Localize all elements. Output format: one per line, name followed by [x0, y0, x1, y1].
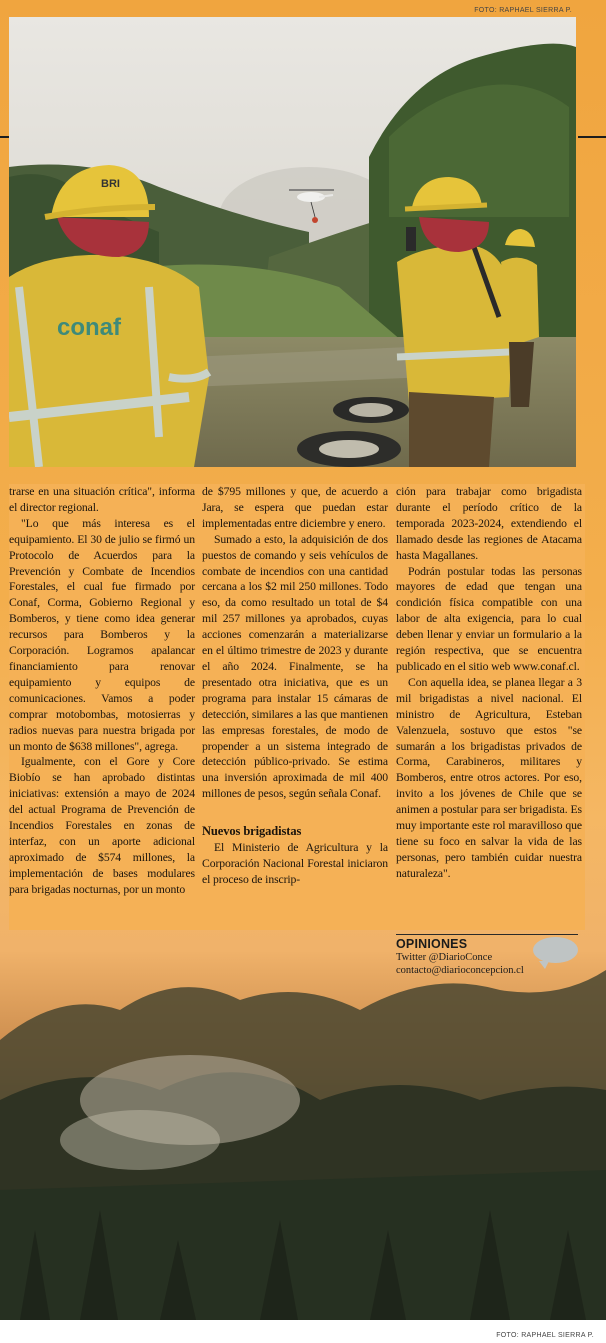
article-column-1: [9, 484, 195, 898]
photo-credit-top: FOTO: RAPHAEL SIERRA P.: [474, 7, 572, 14]
svg-text:conaf: conaf: [57, 314, 122, 341]
paragraph: Con aquella idea, se planea llegar a 3 mil brigadistas a nivel nacional. El ministro de Agricultura, Esteban Valenzuela, sostuvo que estos "se sumarán a los brigadistas privados de Corma, Carabineros, militares y Bomberos, entre otros actores. Por eso, invito a los jóvenes de Chile que se animen a postular para ser brigadista. Es muy importante este rol maravilloso que tiene su foco en salvar la vida de las personas, pero también cuidar nuestra naturaleza".: [396, 675, 582, 880]
contact-email[interactable]: contacto@diarioconcepcion.cl: [396, 965, 524, 976]
article-body: [9, 484, 585, 930]
hero-photo: [9, 17, 576, 467]
hero-photo-illustration: [9, 17, 576, 467]
paragraph: ción para trabajar como brigadista durante el período crítico de la temporada 2023-2024, extendiendo el llamado desde las regiones de Atacama hasta Magallanes.: [396, 485, 582, 562]
article-column-2: [202, 484, 388, 888]
forest-smoke-photo: [0, 930, 606, 1320]
forest-smoke-illustration: [0, 930, 606, 1320]
paragraph: de $795 millones y que, de acuerdo a Jara, se espera que puedan estar implementadas entre diciembre y enero.: [202, 485, 388, 530]
section-heading: Nuevos brigadistas: [202, 824, 302, 839]
opinions-title: OPINIONES: [396, 937, 468, 951]
paragraph: Podrán postular todas las personas mayores de edad que tengan una condición física compatible con una labor de alta exigencia, para lo cual deben llenar y enviar un formulario a la región respectiva, que se encuentra publicado en el sitio web www.conaf.cl.: [396, 564, 582, 673]
opinions-box: [396, 934, 578, 981]
photo-credit-bottom: FOTO: RAPHAEL SIERRA P.: [496, 1332, 594, 1339]
paragraph: "Lo que más interesa es el equipamiento. El 30 de julio se firmó un Protocolo de Acuerdos para la Prevención y Combate de Incendios Forestales, el cual fue firmado por Conaf, Corma, Gobierno Regional y Bomberos, y tiene como idea generar recursos para Bomberos y la Corporación. Logramos apalancar financiamiento para renovar equipamiento y equipos de comunicaciones. Vamos a poder comprar motobombas, motosierras y radios nuevas para nuestra brigada por un monto de $638 millones", agrega.: [9, 516, 195, 753]
paragraph: Igualmente, con el Gore y Core Biobío se han aprobado distintas iniciativas: extensión a mayo de 2024 del actual Programa de Prevención de Incendios Forestales en zonas de interfaz, con un aporte adicional aproximado de $574 millones, la implementación de bases modulares para brigadas nocturnas, por un monto: [9, 755, 195, 896]
section-rule-left: [0, 136, 9, 138]
article-column-3: [396, 484, 582, 882]
svg-text:BRI: BRI: [101, 178, 120, 190]
section-rule-right: [578, 136, 606, 138]
speech-bubble-icon: [533, 937, 578, 963]
paragraph: El Ministerio de Agricultura y la Corporación Nacional Forestal iniciaron el proceso de inscrip-: [202, 841, 388, 886]
twitter-handle[interactable]: Twitter @DiarioConce: [396, 952, 493, 963]
paragraph: trarse en una situación crítica", informa el director regional.: [9, 485, 195, 514]
paragraph: Sumado a esto, la adquisición de dos puestos de comando y seis vehículos de combate de incendios con una cantidad cercana a los $2 mil 250 millones. Todo eso, da como resultado un total de $4 mil 257 millones ya aprobados, cuyas acciones comenzarán a materializarse en el último trimestre de 2023 y durante el año 2024. Finalmente, se ha presentado otra iniciativa, que es un programa para instalar 15 cámaras de detección, similares a las que mantienen las empresas forestales, de modo de propender a un sistema integrado de detección público-privado. Se estima una inversión aproximada de mil 400 millones de pesos, según señala Conaf.: [202, 532, 388, 801]
